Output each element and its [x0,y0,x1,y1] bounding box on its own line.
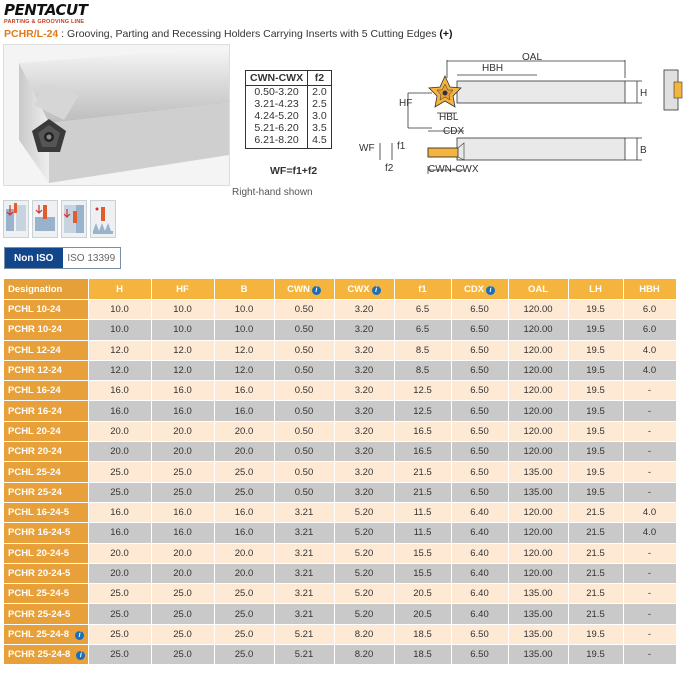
cell-oal: 120.00 [508,543,568,563]
cell-hf: 25.0 [151,584,214,604]
cell-hf: 16.0 [151,502,214,522]
table-row[interactable] [4,360,676,380]
cell-lh: 19.5 [568,462,623,482]
cell-b: 10.0 [214,320,274,340]
table-row[interactable] [4,502,676,522]
cell-lh: 21.5 [568,563,623,583]
cell-cwx: 5.20 [334,502,394,522]
parting-icon [3,200,29,238]
cell-f1: 8.5 [394,360,451,380]
cell-cwn: 3.21 [274,584,334,604]
cell-hf: 16.0 [151,401,214,421]
cell-lh: 21.5 [568,543,623,563]
cell-cwx: 5.20 [334,584,394,604]
designation-table [4,279,677,665]
cell-h: 16.0 [88,401,151,421]
cell-hbh: - [623,624,676,644]
table-row[interactable] [4,482,676,502]
spec-row [246,134,332,149]
cell-cwx: 3.20 [334,381,394,401]
designation-cell[interactable]: PCHR 25-24-5 [4,604,88,624]
cell-hbh: - [623,482,676,502]
cell-b: 12.0 [214,360,274,380]
non-iso-button[interactable]: Non ISO [5,248,63,268]
cell-f1: 21.5 [394,482,451,502]
table-row[interactable] [4,442,676,462]
cell-cwx: 3.20 [334,401,394,421]
designation-cell[interactable]: PCHR 20-24-5 [4,563,88,583]
cell-cdx: 6.50 [451,300,508,320]
designation-cell[interactable]: PCHR 16-24 [4,401,88,421]
designation-cell[interactable]: PCHL 25-24 [4,462,88,482]
cell-hbh: 4.0 [623,360,676,380]
page-title: PCHR/L-24 : Grooving, Parting and Recessing Holders Carrying Inserts with 5 Cutting Edges (+) [4,28,453,40]
cell-cwn: 3.21 [274,523,334,543]
cell-oal: 120.00 [508,421,568,441]
cell-lh: 19.5 [568,482,623,502]
cell-hbh: 4.0 [623,523,676,543]
table-row[interactable] [4,624,676,644]
svg-text:HF: HF [399,98,413,109]
info-icon[interactable]: i [312,286,321,295]
iso-13399-button[interactable]: ISO 13399 [63,248,121,268]
svg-text:HBL: HBL [439,112,459,123]
column-header-designation[interactable]: Designation [4,279,88,300]
cell-lh: 19.5 [568,421,623,441]
designation-cell[interactable]: PCHL 25-24-5 [4,584,88,604]
cell-h: 20.0 [88,421,151,441]
cell-b: 25.0 [214,462,274,482]
spec-header-f2: f2 [308,71,332,86]
column-header-h[interactable]: H [88,279,151,300]
column-header-f1[interactable]: f1 [394,279,451,300]
cell-h: 20.0 [88,543,151,563]
table-row[interactable] [4,462,676,482]
cell-oal: 120.00 [508,300,568,320]
designation-cell[interactable]: PCHL 25-24-8 i [4,624,88,644]
table-row[interactable] [4,563,676,583]
cell-h: 10.0 [88,320,151,340]
cell-f1: 18.5 [394,645,451,665]
table-row[interactable] [4,584,676,604]
cell-hbh: 4.0 [623,502,676,522]
cell-hf: 25.0 [151,462,214,482]
brand-name: PENTACUT [4,1,88,19]
cell-lh: 19.5 [568,360,623,380]
table-row[interactable] [4,645,676,665]
cell-cwn: 0.50 [274,300,334,320]
cell-cwn: 5.21 [274,645,334,665]
cell-h: 25.0 [88,604,151,624]
designation-cell[interactable]: PCHL 20-24 [4,421,88,441]
brand-logo [4,3,104,25]
cell-hf: 20.0 [151,563,214,583]
spec-cell-f2: 3.0 [308,110,332,122]
column-header-cwx[interactable]: CWX i [334,279,394,300]
cell-b: 12.0 [214,340,274,360]
column-header-lh[interactable]: LH [568,279,623,300]
cell-oal: 120.00 [508,360,568,380]
cell-hbh: - [623,401,676,421]
cell-f1: 8.5 [394,340,451,360]
cell-lh: 19.5 [568,624,623,644]
designation-cell[interactable]: PCHL 16-24 [4,381,88,401]
svg-text:CWN-CWX: CWN-CWX [428,164,479,175]
cell-cwn: 3.21 [274,604,334,624]
info-icon[interactable]: i [372,286,381,295]
cell-cwn: 3.21 [274,502,334,522]
cell-hbh: - [623,462,676,482]
cell-cwn: 0.50 [274,482,334,502]
cell-cwx: 3.20 [334,300,394,320]
cell-hf: 20.0 [151,543,214,563]
table-row[interactable] [4,421,676,441]
cell-hf: 10.0 [151,320,214,340]
f2-spec-table [245,70,332,149]
cell-cdx: 6.50 [451,320,508,340]
designation-cell[interactable]: PCHL 16-24-5 [4,502,88,522]
cell-oal: 120.00 [508,401,568,421]
cell-oal: 135.00 [508,624,568,644]
spec-cell-range: 6.21-8.20 [246,134,308,149]
cell-b: 20.0 [214,563,274,583]
cell-lh: 21.5 [568,523,623,543]
cell-hbh: - [623,584,676,604]
threading-icon [90,200,116,238]
cell-hf: 12.0 [151,360,214,380]
cell-oal: 120.00 [508,340,568,360]
spec-cell-f2: 3.5 [308,122,332,134]
cell-oal: 120.00 [508,442,568,462]
cell-h: 20.0 [88,442,151,462]
cell-h: 16.0 [88,502,151,522]
cell-b: 20.0 [214,421,274,441]
cell-cdx: 6.50 [451,624,508,644]
cell-cdx: 6.50 [451,401,508,421]
cell-b: 16.0 [214,381,274,401]
cell-f1: 20.5 [394,604,451,624]
cell-cwx: 3.20 [334,482,394,502]
cell-cwx: 5.20 [334,543,394,563]
info-icon[interactable]: i [76,651,85,660]
cell-b: 10.0 [214,300,274,320]
product-description: Grooving, Parting and Recessing Holders Carrying Inserts with 5 Cutting Edges [67,28,437,40]
designation-cell[interactable]: PCHL 10-24 [4,300,88,320]
cell-h: 10.0 [88,300,151,320]
cell-cwx: 5.20 [334,604,394,624]
info-icon[interactable]: i [75,631,84,640]
grooving-icon [32,200,58,238]
spec-cell-range: 5.21-6.20 [246,122,308,134]
spec-cell-f2: 2.5 [308,98,332,110]
cell-b: 25.0 [214,604,274,624]
table-row[interactable] [4,604,676,624]
column-header-cwn[interactable]: CWN i [274,279,334,300]
column-header-b[interactable]: B [214,279,274,300]
cell-cwn: 3.21 [274,543,334,563]
cell-h: 25.0 [88,584,151,604]
cell-cwx: 8.20 [334,624,394,644]
spec-row [246,86,332,99]
spec-header-cwn-cwx: CWN-CWX [246,71,308,86]
cell-cwx: 8.20 [334,645,394,665]
cell-cdx: 6.50 [451,645,508,665]
cell-hbh: - [623,421,676,441]
cell-h: 16.0 [88,381,151,401]
cell-cwn: 0.50 [274,340,334,360]
right-hand-note: Right-hand shown [232,187,313,198]
cell-cdx: 6.40 [451,563,508,583]
cell-cwn: 3.21 [274,563,334,583]
cell-lh: 19.5 [568,442,623,462]
cell-b: 20.0 [214,442,274,462]
cell-cdx: 6.40 [451,584,508,604]
svg-text:f2: f2 [385,163,394,174]
designation-cell[interactable]: PCHR 20-24 [4,442,88,462]
cell-cwx: 3.20 [334,421,394,441]
cell-h: 20.0 [88,563,151,583]
cell-cwn: 5.21 [274,624,334,644]
spec-row [246,98,332,110]
cell-hbh: - [623,543,676,563]
cell-hf: 16.0 [151,381,214,401]
table-row[interactable] [4,523,676,543]
column-header-hbh[interactable]: HBH [623,279,676,300]
cell-oal: 135.00 [508,645,568,665]
cell-cwx: 5.20 [334,563,394,583]
cell-oal: 135.00 [508,462,568,482]
designation-cell[interactable]: PCHR 25-24-8 i [4,645,88,665]
cell-hf: 25.0 [151,482,214,502]
cell-cwx: 3.20 [334,340,394,360]
cell-f1: 12.5 [394,381,451,401]
cell-lh: 19.5 [568,340,623,360]
cell-lh: 21.5 [568,584,623,604]
column-header-oal[interactable]: OAL [508,279,568,300]
cell-lh: 19.5 [568,320,623,340]
table-row[interactable] [4,543,676,563]
cell-hbh: - [623,645,676,665]
table-row[interactable] [4,300,676,320]
operation-icons [3,200,116,238]
face-grooving-icon [61,200,87,238]
cell-lh: 19.5 [568,381,623,401]
cell-hf: 25.0 [151,645,214,665]
cell-oal: 120.00 [508,381,568,401]
cell-b: 16.0 [214,401,274,421]
cell-cdx: 6.40 [451,502,508,522]
cell-f1: 18.5 [394,624,451,644]
cell-cwx: 3.20 [334,360,394,380]
product-photo [3,44,230,186]
cell-hbh: 6.0 [623,300,676,320]
cell-h: 25.0 [88,645,151,665]
spec-cell-range: 0.50-3.20 [246,86,308,99]
wf-formula: WF=f1+f2 [270,165,318,177]
cell-cwn: 0.50 [274,381,334,401]
spec-row [246,122,332,134]
designation-cell[interactable]: PCHR 10-24 [4,320,88,340]
cell-hf: 20.0 [151,421,214,441]
cell-hbh: - [623,442,676,462]
brand-tagline: PARTING & GROOVING LINE [4,19,85,25]
cell-oal: 120.00 [508,502,568,522]
cell-hf: 10.0 [151,300,214,320]
cell-f1: 16.5 [394,421,451,441]
cell-f1: 6.5 [394,300,451,320]
spec-cell-range: 4.24-5.20 [246,110,308,122]
cell-h: 12.0 [88,360,151,380]
cell-hf: 20.0 [151,442,214,462]
table-row[interactable] [4,381,676,401]
cell-cwx: 3.20 [334,462,394,482]
cell-hf: 25.0 [151,624,214,644]
cell-cdx: 6.50 [451,340,508,360]
cell-lh: 21.5 [568,604,623,624]
cell-hbh: 4.0 [623,340,676,360]
cell-oal: 135.00 [508,604,568,624]
cell-cwn: 0.50 [274,462,334,482]
cell-hbh: - [623,563,676,583]
designation-cell[interactable]: PCHL 20-24-5 [4,543,88,563]
designation-cell[interactable]: PCHR 12-24 [4,360,88,380]
designation-cell[interactable]: PCHR 16-24-5 [4,523,88,543]
cell-h: 16.0 [88,523,151,543]
product-code: PCHR/L-24 [4,28,59,40]
cell-b: 25.0 [214,584,274,604]
svg-text:f1: f1 [397,141,406,152]
cell-hbh: - [623,381,676,401]
cell-f1: 6.5 [394,320,451,340]
cell-oal: 135.00 [508,584,568,604]
cell-b: 16.0 [214,502,274,522]
designation-cell[interactable]: PCHR 25-24 [4,482,88,502]
cell-cdx: 6.40 [451,523,508,543]
cell-oal: 120.00 [508,563,568,583]
cell-hf: 16.0 [151,523,214,543]
cell-cdx: 6.50 [451,381,508,401]
cell-hbh: - [623,604,676,624]
cell-cwn: 0.50 [274,442,334,462]
cell-cdx: 6.40 [451,604,508,624]
cell-cdx: 6.50 [451,421,508,441]
cell-b: 25.0 [214,624,274,644]
svg-text:HBH: HBH [482,63,504,74]
cell-lh: 21.5 [568,502,623,522]
cell-f1: 12.5 [394,401,451,421]
cell-hf: 25.0 [151,604,214,624]
cell-hf: 12.0 [151,340,214,360]
cell-f1: 21.5 [394,462,451,482]
cell-f1: 11.5 [394,523,451,543]
cell-cwx: 3.20 [334,442,394,462]
cell-cdx: 6.50 [451,482,508,502]
cell-f1: 11.5 [394,502,451,522]
cell-cwn: 0.50 [274,421,334,441]
expand-toggle[interactable]: (+) [439,28,453,40]
cell-cdx: 6.50 [451,442,508,462]
cell-oal: 135.00 [508,482,568,502]
cell-b: 20.0 [214,543,274,563]
column-header-hf[interactable]: HF [151,279,214,300]
cell-oal: 120.00 [508,320,568,340]
spec-row [246,110,332,122]
svg-text:OAL: OAL [522,52,543,63]
cell-cdx: 6.50 [451,462,508,482]
cell-h: 25.0 [88,462,151,482]
cell-lh: 19.5 [568,645,623,665]
cell-cdx: 6.40 [451,543,508,563]
table-row[interactable] [4,320,676,340]
svg-text:CDX: CDX [443,126,465,137]
cell-h: 25.0 [88,482,151,502]
cell-cdx: 6.50 [451,360,508,380]
spec-cell-f2: 4.5 [308,134,332,149]
cell-cwn: 0.50 [274,360,334,380]
cell-cwn: 0.50 [274,401,334,421]
svg-text:H: H [640,88,648,99]
cell-b: 16.0 [214,523,274,543]
info-icon[interactable]: i [486,286,495,295]
column-header-cdx[interactable]: CDX i [451,279,508,300]
spec-cell-f2: 2.0 [308,86,332,99]
cell-cwx: 3.20 [334,320,394,340]
cell-lh: 19.5 [568,401,623,421]
cell-f1: 15.5 [394,563,451,583]
cell-h: 25.0 [88,624,151,644]
cell-hbh: 6.0 [623,320,676,340]
cell-f1: 16.5 [394,442,451,462]
spec-cell-range: 3.21-4.23 [246,98,308,110]
cell-b: 25.0 [214,645,274,665]
svg-text:B: B [640,145,647,156]
table-row[interactable] [4,401,676,421]
cell-f1: 15.5 [394,543,451,563]
cell-cwx: 5.20 [334,523,394,543]
cell-b: 25.0 [214,482,274,502]
standard-toggle [4,247,121,269]
cell-f1: 20.5 [394,584,451,604]
table-row[interactable] [4,340,676,360]
cell-cwn: 0.50 [274,320,334,340]
designation-cell[interactable]: PCHL 12-24 [4,340,88,360]
cell-h: 12.0 [88,340,151,360]
svg-text:WF: WF [359,143,375,154]
cell-oal: 120.00 [508,523,568,543]
cell-lh: 19.5 [568,300,623,320]
